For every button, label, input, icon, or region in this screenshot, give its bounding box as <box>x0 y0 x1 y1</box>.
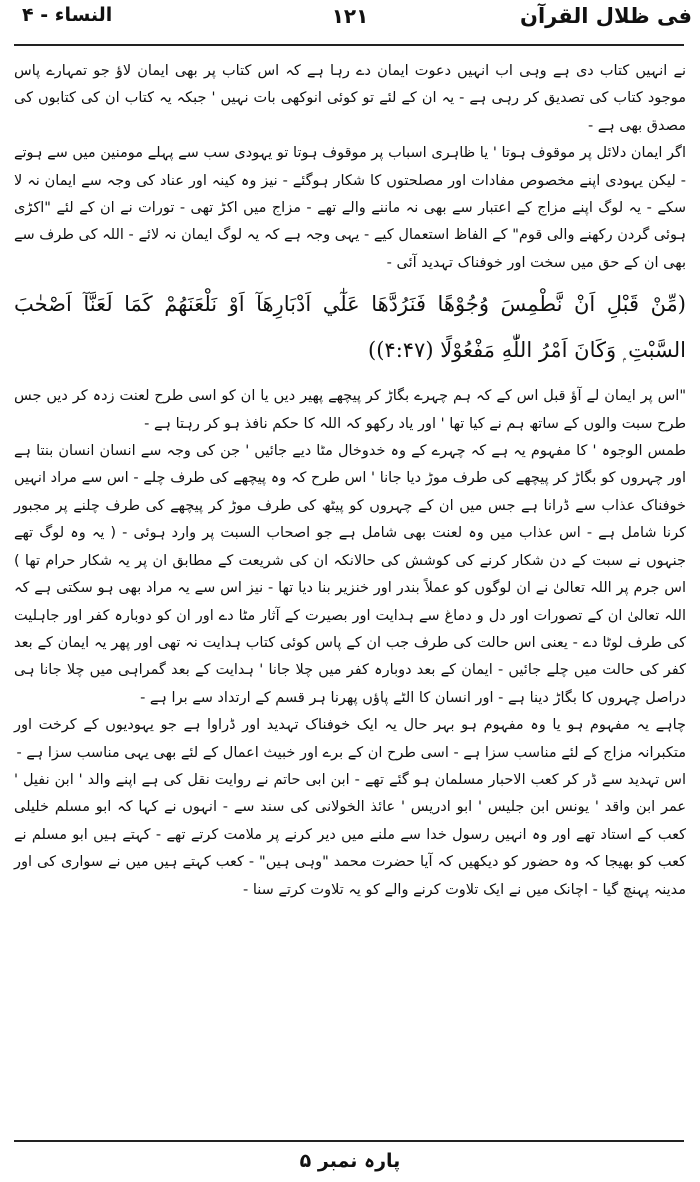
surah-label: النساء - ۴ <box>22 4 113 26</box>
paragraph: طمس الوجوہ ' کا مفہوم یہ ہے کہ چہرے کے وہ خدوخال مٹا دیے جائیں ' جن کی وجہ سے انسان انسان بنتا ہے اور چہروں کو بگاڑ کر پیچھے کی طرف موڑ دیا جانا ' اس طرح کہ وہ پیچھے کی طرف چلے - اس سے مراد انہیں خوفناک عذاب سے ڈرانا ہے جس میں ان کے چہروں کو پیٹھ کی طرف موڑ کر پیچھے کی طرف چلنے پر مجبور کرنا شامل ہے - اس عذاب میں وہ لعنت بھی شامل ہے جو اصحاب السبت پر وارد ہوئی - ( یہ وہ لوگ تھے جنہوں نے سبت کے دن شکار کرنے کی کوشش کی حالانکہ ان کی شریعت کے مطابق ان پر یہ شکار حرام تھا ) اس جرم پر اللہ تعالیٰ نے ان لوگوں کو عملاً بندر اور خنزیر بنا دیا تھا - نیز اس سے یہ مراد بھی ہو سکتی ہے کہ اللہ تعالیٰ ان کے تصورات اور دل و دماغ سے ہدایت اور بصیرت کے آثار مٹا دے اور ان کو دوبارہ کفر اور جاہلیت کی طرف لوٹا دے - یعنی اس حالت کی طرف جب ان کے پاس کوئی کتاب ہدایت نہ تھی اور پھر یہ ایمان کے بعد کفر کی حالت میں چلے جائیں - ایمان کے بعد دوبارہ کفر میں چلا جانا ' ہدایت کے بعد گمراہی میں چلا جانا ہی دراصل چہروں کا بگاڑ دینا ہے - اور انسان کا الٹے پاؤں پھرنا ہر قسم کے ارتداد سے برا ہے - <box>14 443 686 706</box>
page-number: ۱۲۱ <box>331 4 369 28</box>
paragraph: "اس پر ایمان لے آؤ قبل اس کے کہ ہم چہرے بگاڑ کر پیچھے پھیر دیں یا ان کو اسی طرح لعنت زدہ کر دیں جس طرح سبت والوں کے ساتھ ہم نے کیا تھا ' اور یاد رکھو کہ اللہ کا حکم نافذ ہو کر رہتا ہے - <box>14 388 686 432</box>
page-header <box>0 0 700 48</box>
para-number-label: پارہ نمبر ۵ <box>299 1150 401 1172</box>
quran-verse: (مِّنْ قَبْلِ اَنْ نَّطْمِسَ وُجُوْهًا فَنَرُدَّهَا عَلٰٓي اَدْبَارِهَآ اَوْ نَلْعَنَهُمْ كَمَا لَعَنَّآ اَصْحٰبَ السَّبْتِ ۭ وَكَانَ اَمْرُ اللّٰهِ مَفْعُوْلًا (۴:۴۷)) <box>14 292 686 363</box>
paragraph: نے انہیں کتاب دی ہے وہی اب انہیں دعوت ایمان دے رہا ہے کہ اس کتاب پر بھی ایمان لاؤ جو تمہارے پاس موجود کتاب کی تصدیق کر رہی ہے - یہ ان کے لئے تو کوئی انوکھی بات نہیں ' جبکہ یہ کتاب ان کی کتابوں کی مصدق بھی ہے - <box>14 63 686 134</box>
paragraph: اس تہدید سے ڈر کر کعب الاحبار مسلمان ہو گئے تھے - ابن ابی حاتم نے روایت نقل کی ہے اپنے والد ' ابن نفیل ' عمر ابن واقد ' یونس ابن جلیس ' ابو ادریس ' عائذ الخولانی کی سند سے - انہوں نے کہا کہ ابو مسلم خلیلی کعب کے استاد تھے اور وہ انہیں رسول خدا سے ملنے میں دیر کرنے پر ملامت کرتے تھے - کہتے ہیں ابو مسلم نے کعب کو بھیجا کہ وہ حضور کو دیکھیں کہ آیا حضرت محمد "وہی ہیں" - کعب کہتے ہیں میں نے سواری کی اور مدینہ پہنچ گیا - اچانک میں نے ایک تلاوت کرنے والے کو یہ تلاوت کرتے سنا - <box>14 771 686 898</box>
book-title: فی ظلال القرآن <box>520 4 692 28</box>
paragraph: اگر ایمان دلائل پر موقوف ہوتا ' یا ظاہری اسباب پر موقوف ہوتا تو یہودی سب سے پہلے مومنین میں سے ہوتے - لیکن یہودی اپنے مخصوص مفادات اور مصلحتوں کا شکار ہوگئے - نیز وہ کینہ اور عناد کی وجہ سے ایمان نہ لا سکے - یہ لوگ اپنے مزاج کے اعتبار سے بھی نہ ماننے والے تھے - مزاج میں اکڑ تھی - تورات نے ان کے لئے "اکڑی ہوئی گردن رکھنے والی قوم" کے الفاظ استعمال کیے - یہی وجہ ہے کہ یہ لوگ ایمان نہ لائے - اللہ کی طرف سے بھی ان کے حق میں سخت اور خوفناک تہدید آئی - <box>14 145 686 271</box>
footer-divider <box>14 1140 684 1142</box>
header-divider <box>14 44 684 46</box>
paragraph: چاہے یہ مفہوم ہو یا وہ مفہوم ہو بہر حال یہ ایک خوفناک تہدید اور ڈراوا ہے جو یہودیوں کے کرخت اور متکبرانہ مزاج کے لئے مناسب سزا ہے - اسی طرح ان کے برے اور خبیث اعمال کے لئے بھی یہی مناسب سزا ہے - <box>14 717 686 761</box>
page-body <box>14 58 686 904</box>
